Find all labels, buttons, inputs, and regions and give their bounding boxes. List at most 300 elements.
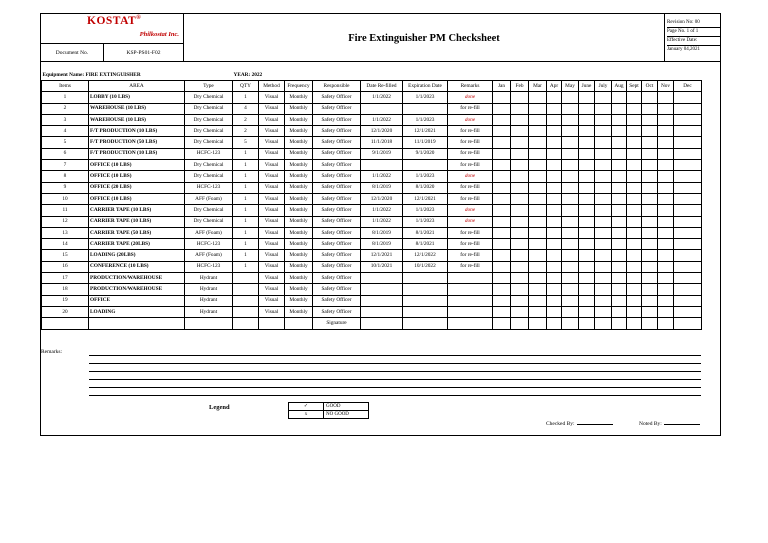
month-cell[interactable]: [529, 126, 547, 137]
month-cell[interactable]: [612, 250, 627, 261]
month-cell[interactable]: [658, 137, 674, 148]
date-refilled: 1/1/2022: [361, 216, 403, 227]
month-cell[interactable]: [547, 137, 562, 148]
month-cell[interactable]: [511, 114, 529, 125]
month-cell[interactable]: [612, 284, 627, 295]
month-cell[interactable]: [627, 284, 642, 295]
month-cell[interactable]: [547, 92, 562, 103]
checked-by-line[interactable]: [577, 419, 613, 425]
month-cell[interactable]: [562, 273, 579, 284]
month-cell[interactable]: [627, 148, 642, 159]
month-cell[interactable]: [562, 193, 579, 204]
month-cell[interactable]: [674, 182, 702, 193]
month-cell[interactable]: [642, 284, 658, 295]
month-cell[interactable]: [595, 126, 612, 137]
month-cell[interactable]: [658, 171, 674, 182]
month-cell[interactable]: [562, 261, 579, 272]
month-cell[interactable]: [674, 261, 702, 272]
noted-by-line[interactable]: [664, 419, 700, 425]
month-cell[interactable]: [595, 306, 612, 317]
month-cell[interactable]: [627, 171, 642, 182]
month-cell[interactable]: [562, 171, 579, 182]
month-cell[interactable]: [642, 273, 658, 284]
month-cell[interactable]: [595, 239, 612, 250]
expiration-date: 1/1/2023: [403, 216, 448, 227]
month-cell[interactable]: [493, 92, 511, 103]
month-cell[interactable]: [562, 284, 579, 295]
month-cell[interactable]: [642, 227, 658, 238]
month-cell[interactable]: [642, 92, 658, 103]
month-cell[interactable]: [642, 295, 658, 306]
month-cell[interactable]: [658, 182, 674, 193]
month-cell[interactable]: [627, 126, 642, 137]
month-cell[interactable]: [562, 239, 579, 250]
month-cell[interactable]: [579, 216, 595, 227]
expiration-date: 1/1/2023: [403, 171, 448, 182]
month-cell[interactable]: [579, 182, 595, 193]
month-cell[interactable]: [547, 193, 562, 204]
month-cell[interactable]: [595, 160, 612, 171]
month-cell[interactable]: [493, 239, 511, 250]
month-cell[interactable]: [511, 160, 529, 171]
month-cell[interactable]: [511, 148, 529, 159]
month-cell[interactable]: [595, 216, 612, 227]
month-cell[interactable]: [642, 216, 658, 227]
month-cell[interactable]: [674, 193, 702, 204]
month-cell[interactable]: [529, 148, 547, 159]
month-cell[interactable]: [595, 103, 612, 114]
method: Visual: [259, 273, 285, 284]
month-cell[interactable]: [595, 114, 612, 125]
signature-cell[interactable]: [547, 318, 562, 329]
month-cell[interactable]: [627, 103, 642, 114]
month-cell[interactable]: [511, 250, 529, 261]
month-cell[interactable]: [511, 92, 529, 103]
month-cell[interactable]: [511, 239, 529, 250]
qty: 1: [233, 216, 259, 227]
month-cell[interactable]: [579, 250, 595, 261]
month-cell[interactable]: [595, 137, 612, 148]
month-cell[interactable]: [595, 205, 612, 216]
month-cell[interactable]: [547, 148, 562, 159]
month-cell[interactable]: [529, 137, 547, 148]
month-cell[interactable]: [642, 137, 658, 148]
month-cell[interactable]: [642, 160, 658, 171]
month-cell[interactable]: [674, 284, 702, 295]
area: PRODUCTION/WAREHOUSE: [89, 284, 185, 295]
month-cell[interactable]: [493, 103, 511, 114]
month-cell[interactable]: [529, 295, 547, 306]
month-cell[interactable]: [493, 250, 511, 261]
month-cell[interactable]: [595, 227, 612, 238]
month-cell[interactable]: [547, 171, 562, 182]
month-cell[interactable]: [529, 171, 547, 182]
month-cell[interactable]: [493, 148, 511, 159]
month-cell[interactable]: [627, 250, 642, 261]
item-no: 7: [42, 160, 89, 171]
month-cell[interactable]: [595, 284, 612, 295]
month-cell[interactable]: [627, 239, 642, 250]
month-cell[interactable]: [674, 273, 702, 284]
month-cell[interactable]: [595, 171, 612, 182]
month-cell[interactable]: [674, 114, 702, 125]
page-title: Fire Extinguisher PM Checksheet: [184, 14, 664, 62]
month-cell[interactable]: [493, 137, 511, 148]
month-cell[interactable]: [642, 205, 658, 216]
remarks: for re-fill: [448, 227, 493, 238]
month-cell[interactable]: [579, 160, 595, 171]
table-row: [42, 137, 702, 148]
month-cell[interactable]: [547, 273, 562, 284]
month-cell[interactable]: [579, 239, 595, 250]
column-header: Expiration Date: [403, 81, 448, 92]
month-cell[interactable]: [579, 306, 595, 317]
month-cell[interactable]: [595, 295, 612, 306]
month-cell[interactable]: [579, 227, 595, 238]
signature-cell[interactable]: [529, 318, 547, 329]
date-refilled: 1/1/2022: [361, 171, 403, 182]
month-cell[interactable]: [562, 306, 579, 317]
month-cell[interactable]: [595, 182, 612, 193]
month-cell[interactable]: [562, 205, 579, 216]
month-cell[interactable]: [579, 261, 595, 272]
month-cell[interactable]: [612, 114, 627, 125]
month-cell[interactable]: [493, 171, 511, 182]
month-cell[interactable]: [547, 126, 562, 137]
month-cell[interactable]: [579, 284, 595, 295]
year-label: YEAR: 2022: [233, 72, 263, 78]
expiration-date: [403, 284, 448, 295]
month-cell[interactable]: [658, 114, 674, 125]
signature-cell[interactable]: [612, 318, 627, 329]
month-cell[interactable]: [511, 126, 529, 137]
month-cell[interactable]: [674, 250, 702, 261]
month-cell[interactable]: [612, 205, 627, 216]
month-cell[interactable]: [511, 137, 529, 148]
signature-cell[interactable]: [627, 318, 642, 329]
responsible: Safety Officer: [313, 205, 361, 216]
month-cell[interactable]: [493, 273, 511, 284]
signature-cell[interactable]: [493, 318, 511, 329]
date-refilled: [361, 284, 403, 295]
month-cell[interactable]: [612, 137, 627, 148]
month-cell[interactable]: [612, 239, 627, 250]
month-cell[interactable]: [493, 193, 511, 204]
month-cell[interactable]: [529, 182, 547, 193]
month-cell[interactable]: [562, 114, 579, 125]
month-cell[interactable]: [547, 306, 562, 317]
month-cell[interactable]: [642, 306, 658, 317]
month-cell[interactable]: [674, 227, 702, 238]
month-cell[interactable]: [612, 261, 627, 272]
month-cell[interactable]: [511, 306, 529, 317]
month-cell[interactable]: [529, 114, 547, 125]
signature-cell[interactable]: [674, 318, 702, 329]
month-cell[interactable]: [612, 160, 627, 171]
month-cell[interactable]: [674, 148, 702, 159]
month-cell[interactable]: [579, 148, 595, 159]
table-row: [42, 126, 702, 137]
month-cell[interactable]: [627, 160, 642, 171]
method: Visual: [259, 306, 285, 317]
month-cell[interactable]: [493, 261, 511, 272]
month-cell[interactable]: [595, 273, 612, 284]
month-cell[interactable]: [642, 103, 658, 114]
signature-cell[interactable]: [658, 318, 674, 329]
month-cell[interactable]: [562, 148, 579, 159]
expiration-date: 11/1/2019: [403, 137, 448, 148]
month-cell[interactable]: [642, 239, 658, 250]
month-cell[interactable]: [674, 103, 702, 114]
month-cell[interactable]: [612, 126, 627, 137]
month-cell[interactable]: [612, 193, 627, 204]
month-cell[interactable]: [674, 306, 702, 317]
month-cell[interactable]: [511, 171, 529, 182]
month-cell[interactable]: [627, 182, 642, 193]
month-cell[interactable]: [642, 126, 658, 137]
signature-cell[interactable]: [511, 318, 529, 329]
method: Visual: [259, 227, 285, 238]
month-cell[interactable]: [642, 250, 658, 261]
month-cell[interactable]: [579, 126, 595, 137]
month-cell[interactable]: [547, 205, 562, 216]
month-cell[interactable]: [612, 306, 627, 317]
month-cell[interactable]: [511, 295, 529, 306]
month-cell[interactable]: [627, 295, 642, 306]
month-cell[interactable]: [493, 295, 511, 306]
month-cell[interactable]: [642, 171, 658, 182]
month-cell[interactable]: [658, 273, 674, 284]
month-cell[interactable]: [674, 137, 702, 148]
month-cell[interactable]: [658, 250, 674, 261]
month-cell[interactable]: [658, 216, 674, 227]
method: Visual: [259, 92, 285, 103]
blank-cell: [259, 318, 285, 329]
month-cell[interactable]: [529, 216, 547, 227]
month-cell[interactable]: [612, 171, 627, 182]
remarks: [448, 284, 493, 295]
month-cell[interactable]: [642, 261, 658, 272]
month-cell[interactable]: [562, 295, 579, 306]
month-cell[interactable]: [612, 273, 627, 284]
month-cell[interactable]: [595, 261, 612, 272]
month-cell[interactable]: [658, 92, 674, 103]
month-cell[interactable]: [547, 295, 562, 306]
month-cell[interactable]: [562, 216, 579, 227]
month-cell[interactable]: [511, 103, 529, 114]
month-cell[interactable]: [627, 92, 642, 103]
month-cell[interactable]: [547, 160, 562, 171]
type: HCFC-123: [185, 239, 233, 250]
month-cell[interactable]: [658, 239, 674, 250]
month-cell[interactable]: [627, 273, 642, 284]
signature-cell[interactable]: [642, 318, 658, 329]
month-cell[interactable]: [529, 306, 547, 317]
month-cell[interactable]: [493, 114, 511, 125]
month-cell[interactable]: [529, 103, 547, 114]
month-cell[interactable]: [612, 182, 627, 193]
month-cell[interactable]: [493, 126, 511, 137]
month-cell[interactable]: [627, 261, 642, 272]
month-cell[interactable]: [511, 261, 529, 272]
qty: 1: [233, 261, 259, 272]
month-cell[interactable]: [511, 273, 529, 284]
month-cell[interactable]: [595, 148, 612, 159]
month-cell[interactable]: [658, 227, 674, 238]
company-logo: KOSTAT®: [87, 15, 142, 27]
month-cell[interactable]: [658, 148, 674, 159]
month-cell[interactable]: [529, 193, 547, 204]
month-cell[interactable]: [627, 193, 642, 204]
month-cell[interactable]: [658, 103, 674, 114]
month-cell[interactable]: [562, 250, 579, 261]
month-cell[interactable]: [529, 273, 547, 284]
month-cell[interactable]: [579, 205, 595, 216]
month-cell[interactable]: [595, 92, 612, 103]
month-cell[interactable]: [612, 103, 627, 114]
month-cell[interactable]: [658, 261, 674, 272]
month-cell[interactable]: [674, 160, 702, 171]
month-cell[interactable]: [612, 148, 627, 159]
month-cell[interactable]: [529, 205, 547, 216]
month-cell[interactable]: [493, 284, 511, 295]
month-cell[interactable]: [562, 126, 579, 137]
month-cell[interactable]: [547, 250, 562, 261]
month-cell[interactable]: [658, 205, 674, 216]
month-cell[interactable]: [674, 216, 702, 227]
month-cell[interactable]: [579, 92, 595, 103]
month-cell[interactable]: [627, 137, 642, 148]
month-cell[interactable]: [579, 114, 595, 125]
month-cell[interactable]: [658, 193, 674, 204]
month-cell[interactable]: [595, 193, 612, 204]
month-cell[interactable]: [642, 148, 658, 159]
date-refilled: 10/1/2021: [361, 261, 403, 272]
signature-cell[interactable]: [595, 318, 612, 329]
month-cell[interactable]: [547, 227, 562, 238]
month-cell[interactable]: [658, 295, 674, 306]
month-cell[interactable]: [547, 239, 562, 250]
month-cell[interactable]: [627, 216, 642, 227]
month-cell[interactable]: [511, 193, 529, 204]
month-cell[interactable]: [493, 160, 511, 171]
month-cell[interactable]: [674, 171, 702, 182]
month-cell[interactable]: [658, 160, 674, 171]
remarks: [448, 295, 493, 306]
month-cell[interactable]: [579, 103, 595, 114]
month-cell[interactable]: [674, 205, 702, 216]
month-cell[interactable]: [529, 261, 547, 272]
month-cell[interactable]: [595, 250, 612, 261]
month-cell[interactable]: [493, 182, 511, 193]
month-cell[interactable]: [511, 216, 529, 227]
month-cell[interactable]: [511, 227, 529, 238]
qty: [233, 295, 259, 306]
method: Visual: [259, 250, 285, 261]
month-cell[interactable]: [627, 227, 642, 238]
month-cell[interactable]: [547, 114, 562, 125]
month-cell[interactable]: [642, 193, 658, 204]
month-cell[interactable]: [529, 239, 547, 250]
signature-cell[interactable]: [562, 318, 579, 329]
frequency: Monthly: [285, 306, 313, 317]
responsible: Safety Officer: [313, 273, 361, 284]
month-cell[interactable]: [493, 227, 511, 238]
month-cell[interactable]: [493, 216, 511, 227]
month-cell[interactable]: [562, 103, 579, 114]
month-cell[interactable]: [612, 295, 627, 306]
month-cell[interactable]: [674, 92, 702, 103]
month-cell[interactable]: [562, 182, 579, 193]
responsible: Safety Officer: [313, 126, 361, 137]
frequency: Monthly: [285, 126, 313, 137]
month-cell[interactable]: [579, 171, 595, 182]
month-cell[interactable]: [529, 250, 547, 261]
expiration-date: [403, 273, 448, 284]
month-cell[interactable]: [612, 227, 627, 238]
month-cell[interactable]: [612, 216, 627, 227]
expiration-date: 1/1/2023: [403, 205, 448, 216]
month-cell[interactable]: [562, 92, 579, 103]
month-cell[interactable]: [547, 216, 562, 227]
month-cell[interactable]: [627, 114, 642, 125]
month-cell[interactable]: [493, 205, 511, 216]
month-cell[interactable]: [658, 126, 674, 137]
area: OFFICE (10 LBS): [89, 171, 185, 182]
signature-cell[interactable]: [579, 318, 595, 329]
month-cell[interactable]: [547, 103, 562, 114]
month-cell[interactable]: [627, 306, 642, 317]
month-cell[interactable]: [674, 126, 702, 137]
month-cell[interactable]: [674, 239, 702, 250]
month-cell[interactable]: [658, 306, 674, 317]
month-cell[interactable]: [529, 160, 547, 171]
month-cell[interactable]: [658, 284, 674, 295]
column-header: Method: [259, 81, 285, 92]
month-cell[interactable]: [547, 261, 562, 272]
qty: 1: [233, 239, 259, 250]
month-cell[interactable]: [511, 284, 529, 295]
type: Dry Chemical: [185, 92, 233, 103]
month-cell[interactable]: [511, 182, 529, 193]
month-cell[interactable]: [529, 284, 547, 295]
month-cell[interactable]: [579, 137, 595, 148]
month-cell[interactable]: [562, 137, 579, 148]
month-cell[interactable]: [674, 295, 702, 306]
month-cell[interactable]: [511, 205, 529, 216]
month-cell[interactable]: [627, 205, 642, 216]
type: Dry Chemical: [185, 160, 233, 171]
month-cell[interactable]: [562, 227, 579, 238]
month-cell[interactable]: [547, 284, 562, 295]
month-cell[interactable]: [529, 92, 547, 103]
month-cell[interactable]: [562, 160, 579, 171]
month-cell[interactable]: [642, 182, 658, 193]
area: CONFERENCE (10 LBS): [89, 261, 185, 272]
month-cell[interactable]: [579, 193, 595, 204]
month-cell[interactable]: [529, 227, 547, 238]
method: Visual: [259, 137, 285, 148]
expiration-date: [403, 160, 448, 171]
month-cell[interactable]: [612, 92, 627, 103]
month-cell[interactable]: [579, 295, 595, 306]
responsible: Safety Officer: [313, 239, 361, 250]
item-no: 3: [42, 114, 89, 125]
month-cell[interactable]: [547, 182, 562, 193]
month-cell[interactable]: [493, 306, 511, 317]
month-cell[interactable]: [579, 273, 595, 284]
month-cell[interactable]: [642, 114, 658, 125]
